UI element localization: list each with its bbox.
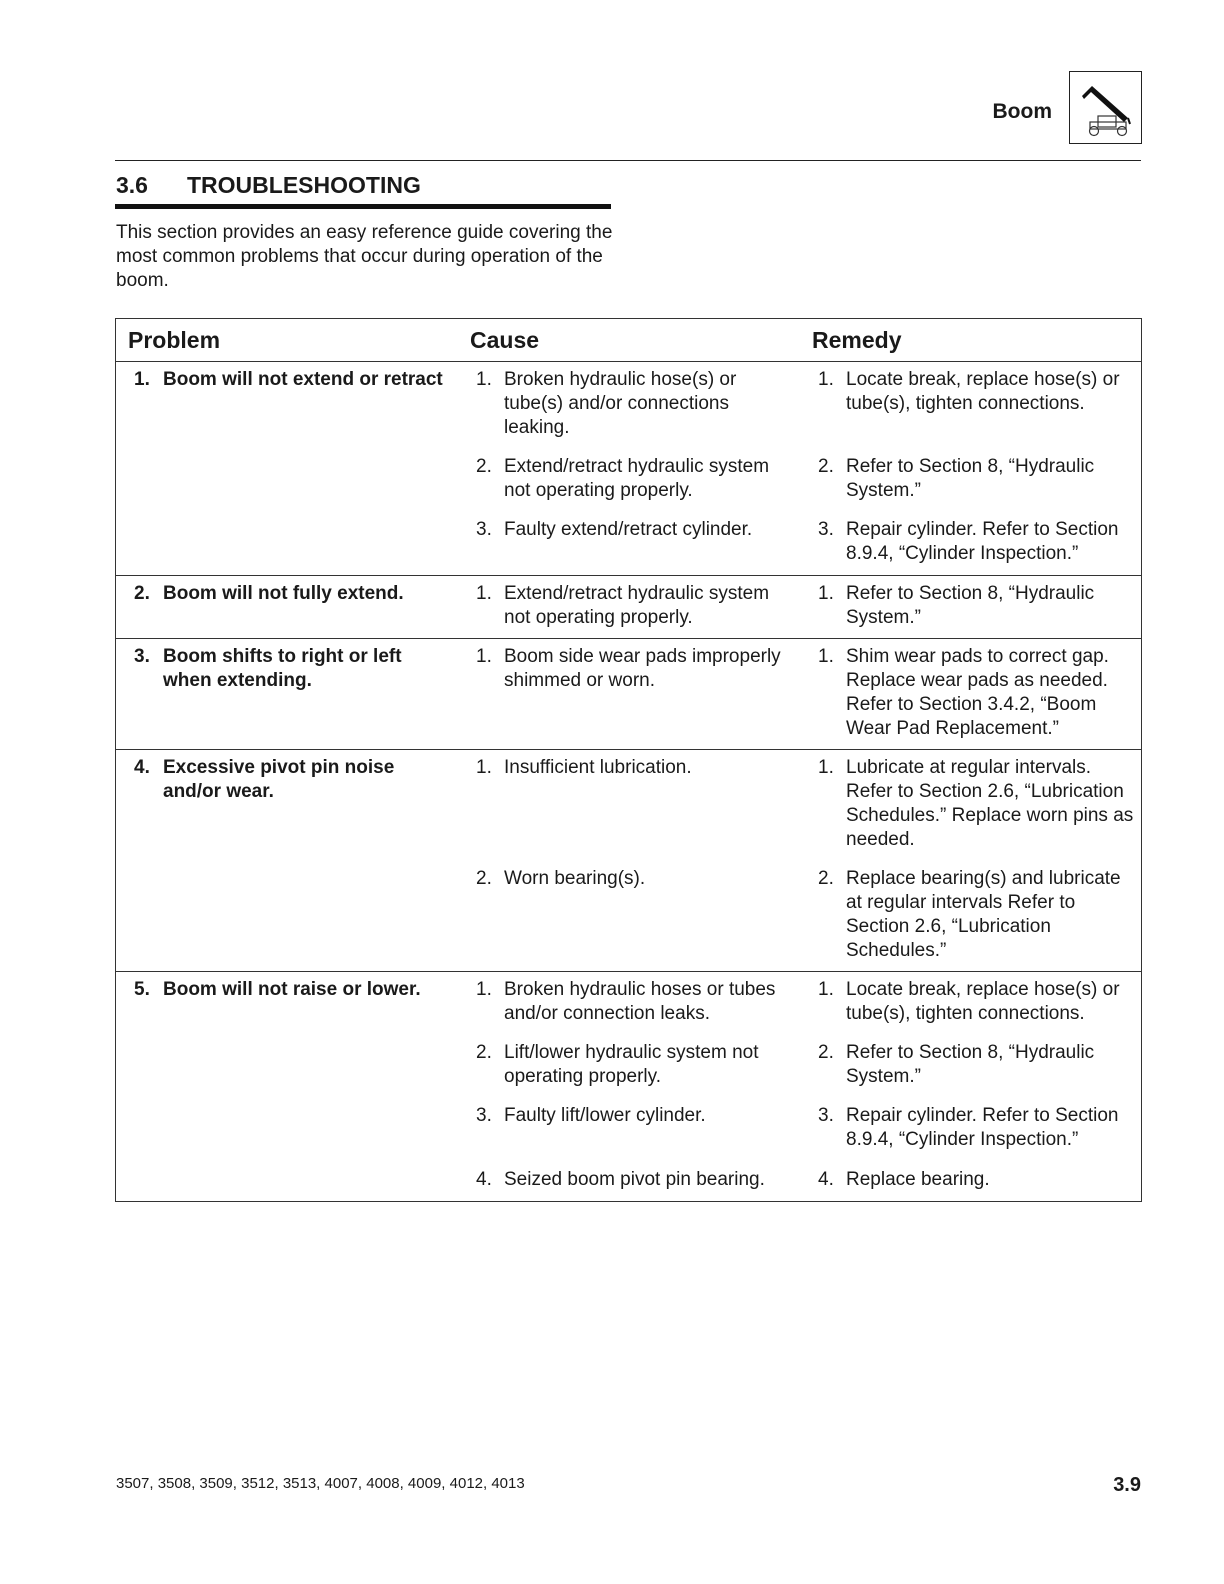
remedy-cell xyxy=(799,867,1141,963)
remedy-number: 1. xyxy=(818,757,834,778)
troubleshooting-table xyxy=(115,318,1142,1202)
cause-cell xyxy=(457,455,799,518)
cause-text: Extend/retract hydraulic system not operating properly. xyxy=(504,456,770,501)
table-row xyxy=(116,362,1141,576)
remedy-text: Refer to Section 8, “Hydraulic System.” xyxy=(846,456,1095,501)
cause-number: 3. xyxy=(476,519,492,540)
table-header xyxy=(116,319,1141,362)
remedy-cell xyxy=(799,1041,1141,1104)
remedy-number: 2. xyxy=(818,456,834,477)
cause-number: 1. xyxy=(476,369,492,390)
remedy-text: Shim wear pads to correct gap. Replace wear pads as needed. Refer to Section 3.4.2, “Boom Wear Pad Replacement.” xyxy=(846,646,1109,739)
cause-text: Broken hydraulic hoses or tubes and/or connection leaks. xyxy=(504,979,776,1024)
remedy-number: 1. xyxy=(818,369,834,390)
cause-number: 1. xyxy=(476,757,492,778)
cause-text: Faulty lift/lower cylinder. xyxy=(504,1105,706,1126)
table-row xyxy=(116,576,1141,639)
remedy-number: 1. xyxy=(818,583,834,604)
problem-text: Boom will not raise or lower. xyxy=(163,979,421,1000)
cause-cell xyxy=(457,867,799,963)
problem-number: 5. xyxy=(134,979,150,1000)
cause-text: Boom side wear pads improperly shimmed or worn. xyxy=(504,646,781,691)
remedy-number: 3. xyxy=(818,1105,834,1126)
remedy-cell xyxy=(799,455,1141,518)
table-row xyxy=(116,750,1141,972)
cause-text: Lift/lower hydraulic system not operating properly. xyxy=(504,1042,759,1087)
section-heading: TROUBLESHOOTING xyxy=(187,172,421,198)
remedy-cell xyxy=(799,1104,1141,1168)
problem-text: Excessive pivot pin noise and/or wear. xyxy=(163,757,395,802)
remedy-text: Replace bearing(s) and lubricate at regular intervals Refer to Section 2.6, “Lubrication Schedules.” xyxy=(846,868,1121,961)
header-problem: Problem xyxy=(128,326,221,353)
remedy-text: Repair cylinder. Refer to Section 8.9.4, “Cylinder Inspection.” xyxy=(846,519,1119,564)
cause-cell xyxy=(457,756,799,867)
table-row xyxy=(116,639,1141,750)
remedy-cell xyxy=(799,645,1141,741)
remedy-number: 2. xyxy=(818,868,834,889)
section-title xyxy=(116,172,421,199)
header-divider xyxy=(115,160,1141,161)
cause-number: 3. xyxy=(476,1105,492,1126)
cause-cell xyxy=(457,518,799,566)
cause-cell xyxy=(457,582,799,630)
cause-text: Faulty extend/retract cylinder. xyxy=(504,519,753,540)
cause-number: 1. xyxy=(476,979,492,1000)
cause-cell xyxy=(457,645,799,741)
problem-number: 1. xyxy=(134,369,150,390)
remedy-cell xyxy=(799,1168,1141,1192)
header-remedy: Remedy xyxy=(812,326,902,353)
problem-cell xyxy=(116,972,457,1201)
cause-number: 1. xyxy=(476,646,492,667)
cause-cell xyxy=(457,368,799,455)
intro-paragraph: This section provides an easy reference guide covering the most common problems that occur during operation of the boom. xyxy=(116,222,613,291)
remedy-text: Locate break, replace hose(s) or tube(s), tighten connections. xyxy=(846,979,1120,1024)
remedy-text: Locate break, replace hose(s) or tube(s), tighten connections. xyxy=(846,369,1120,414)
cause-text: Worn bearing(s). xyxy=(504,868,646,889)
problem-text: Boom will not fully extend. xyxy=(163,583,404,604)
remedy-text: Refer to Section 8, “Hydraulic System.” xyxy=(846,583,1095,628)
remedy-cell xyxy=(799,978,1141,1041)
cause-number: 2. xyxy=(476,868,492,889)
cause-text: Broken hydraulic hose(s) or tube(s) and/or connections leaking. xyxy=(504,369,737,438)
cause-number: 1. xyxy=(476,583,492,604)
problem-number: 4. xyxy=(134,757,150,778)
remedy-number: 1. xyxy=(818,979,834,1000)
cause-text: Extend/retract hydraulic system not operating properly. xyxy=(504,583,770,628)
page-number: 3.9 xyxy=(1113,1474,1141,1496)
table-row xyxy=(116,972,1141,1201)
problem-cell xyxy=(116,576,457,638)
cause-text: Seized boom pivot pin bearing. xyxy=(504,1169,765,1190)
problem-number: 3. xyxy=(134,646,150,667)
remedy-cell xyxy=(799,582,1141,630)
remedy-number: 3. xyxy=(818,519,834,540)
cause-number: 2. xyxy=(476,456,492,477)
problem-text: Boom shifts to right or left when extending. xyxy=(163,646,402,691)
problem-cell xyxy=(116,362,457,575)
boom-vehicle-icon xyxy=(1069,71,1142,144)
remedy-text: Repair cylinder. Refer to Section 8.9.4, “Cylinder Inspection.” xyxy=(846,1105,1119,1150)
remedy-cell xyxy=(799,368,1141,455)
remedy-cell xyxy=(799,518,1141,566)
header-cause: Cause xyxy=(470,326,540,353)
remedy-number: 2. xyxy=(818,1042,834,1063)
remedy-text: Refer to Section 8, “Hydraulic System.” xyxy=(846,1042,1095,1087)
cause-cell xyxy=(457,1041,799,1104)
remedy-number: 4. xyxy=(818,1169,834,1190)
remedy-text: Replace bearing. xyxy=(846,1169,990,1190)
header-section-label: Boom xyxy=(992,100,1052,123)
title-underline xyxy=(115,204,611,209)
cause-cell xyxy=(457,1168,799,1192)
problem-cell xyxy=(116,639,457,749)
problem-cell xyxy=(116,750,457,971)
cause-cell xyxy=(457,1104,799,1168)
cause-text: Insufficient lubrication. xyxy=(504,757,692,778)
remedy-cell xyxy=(799,756,1141,867)
footer-model-numbers: 3507, 3508, 3509, 3512, 3513, 4007, 4008, 4009, 4012, 4013 xyxy=(116,1475,525,1492)
remedy-number: 1. xyxy=(818,646,834,667)
problem-number: 2. xyxy=(134,583,150,604)
cause-cell xyxy=(457,978,799,1041)
remedy-text: Lubricate at regular intervals. Refer to Section 2.6, “Lubrication Schedules.” Replace worn pins as needed. xyxy=(846,757,1134,850)
cause-number: 4. xyxy=(476,1169,492,1190)
cause-number: 2. xyxy=(476,1042,492,1063)
problem-text: Boom will not extend or retract xyxy=(163,369,443,390)
section-number: 3.6 xyxy=(116,172,148,198)
